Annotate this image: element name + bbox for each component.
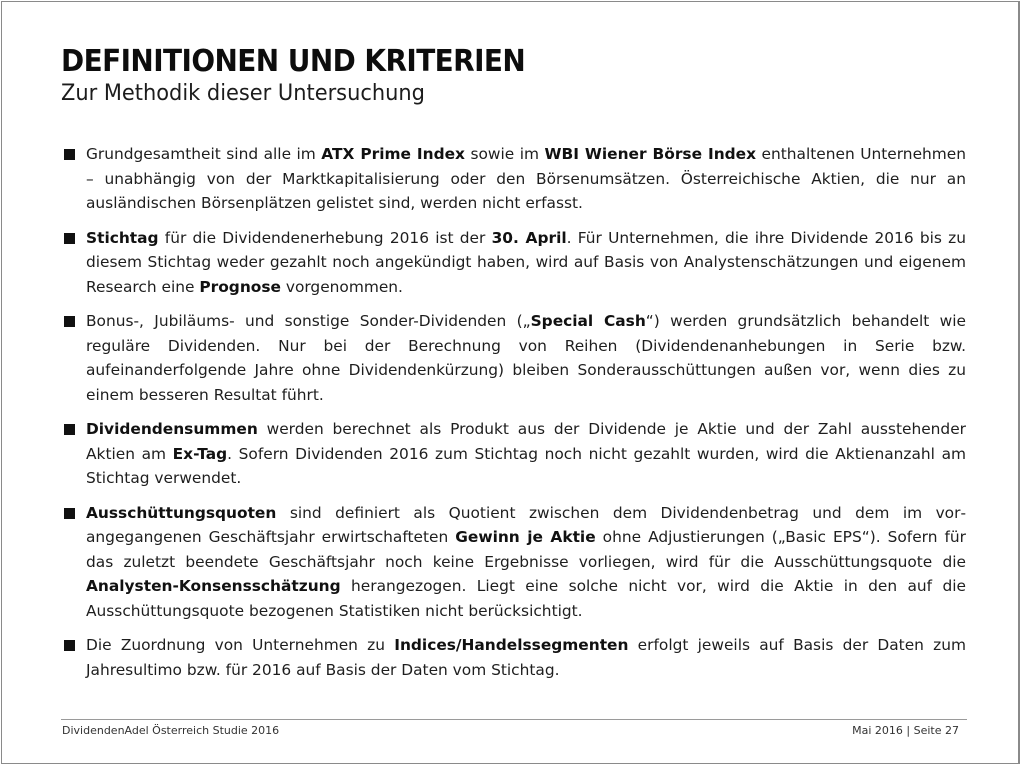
square-bullet-icon	[64, 424, 75, 435]
text-segment: Die Zuordnung von Unternehmen zu	[86, 636, 395, 654]
page-subtitle: Zur Methodik dieser Untersuchung	[61, 80, 425, 106]
bold-term: Ausschüttungsquoten	[86, 503, 277, 522]
text-segment: erfolgt jeweils auf Basis der Daten zum Jahresultimo bzw. für 2016 auf Basis der Daten vom Stichtag.	[86, 636, 966, 679]
bold-term: ATX Prime Index	[321, 145, 465, 163]
bold-term: Analysten-Konsensschätzung	[86, 577, 341, 595]
footer-divider	[61, 719, 967, 720]
text-segment: . Für Unternehmen, die ihre Dividende 2016 bis zu diesem Stichtag weder gezahlt noch angekündigt haben, wird auf Basis von Analystenschätzungen und eigenem Research eine	[86, 228, 966, 296]
list-item-zuordnung	[64, 633, 966, 682]
text-segment: . Sofern Dividenden 2016 zum Stichtag noch nicht gezahlt wurden, wird die Aktienanzahl am Stichtag verwendet.	[86, 444, 966, 487]
square-bullet-icon	[64, 508, 75, 519]
bold-term: Ex-Tag	[172, 444, 228, 463]
bold-term: Dividendensummen	[86, 420, 258, 438]
list-item-grundgesamtheit	[64, 142, 966, 216]
bold-term: Indices/Handelssegmenten	[394, 636, 629, 654]
page-title: DEFINITIONEN UND KRITERIEN	[61, 44, 526, 79]
square-bullet-icon	[64, 640, 75, 651]
list-item-dividendensummen	[64, 417, 966, 491]
footer-study-title: DividendenAdel Österreich Studie 2016	[62, 724, 280, 737]
criteria-list	[64, 142, 966, 692]
square-bullet-icon	[64, 233, 75, 244]
page-frame	[1, 1, 1020, 764]
bold-term: Special Cash	[530, 312, 646, 330]
text-segment: für die Dividendenerhebung 2016 ist der	[158, 228, 492, 247]
square-bullet-icon	[64, 149, 75, 160]
text-segment: “) werden grundsätzlich behandelt wie reguläre Dividenden. Nur bei der Berechnung von Reihen (Dividendenanhebungen in Serie bzw. aufeinanderfolgende Jahre ohne Dividendenkürzung) bleiben Sonderausschüttungen außen vor, wenn dies zu einem besseren Resultat führt.	[86, 312, 966, 404]
text-segment: herangezogen. Liegt eine solche nicht vor, wird die Aktie in den auf die Ausschüttungsquote bezogenen Statistiken nicht berücksichtigt.	[86, 577, 966, 620]
text-segment: werden berechnet als Produkt aus der Dividende je Aktie und der Zahl ausstehender Aktien am	[86, 420, 966, 463]
list-item-sonderdividenden	[64, 309, 966, 407]
text-segment: sowie im	[464, 145, 545, 163]
bold-term: Stichtag	[86, 228, 159, 247]
bold-term: Prognose	[199, 277, 281, 296]
footer-page-info: Mai 2016 | Seite 27	[852, 724, 959, 737]
bold-term: WBI Wiener Börse Index	[544, 145, 757, 163]
text-segment: Bonus-, Jubiläums- und sonstige Sonder-Dividenden („	[86, 312, 531, 330]
bold-term: Gewinn je Aktie	[455, 528, 596, 546]
text-segment: sind definiert als Quotient zwischen dem Dividendenbetrag und dem im vorangegangenen Geschäftsjahr erwirtschafteten	[86, 503, 966, 546]
text-segment: vorgenommen.	[280, 277, 403, 296]
list-item-stichtag	[64, 226, 966, 300]
bold-term: 30. April	[491, 228, 567, 247]
list-item-ausschuettungsquoten	[64, 501, 966, 624]
text-segment: Grundgesamtheit sind alle im	[86, 145, 322, 163]
text-segment: ohne Adjustierungen („Basic EPS“). Sofern für das zuletzt beendete Geschäftsjahr noch keine Ergebnisse vorliegen, wird für die Ausschüttungsquote die	[86, 528, 966, 571]
text-segment: enthaltenen Unternehmen – unabhängig von der Marktkapitalisierung oder den Börsenumsätzen. Österreichische Aktien, die nur an ausländischen Börsenplätzen gelistet sind, werden nicht erfasst.	[86, 145, 967, 212]
square-bullet-icon	[64, 316, 75, 327]
